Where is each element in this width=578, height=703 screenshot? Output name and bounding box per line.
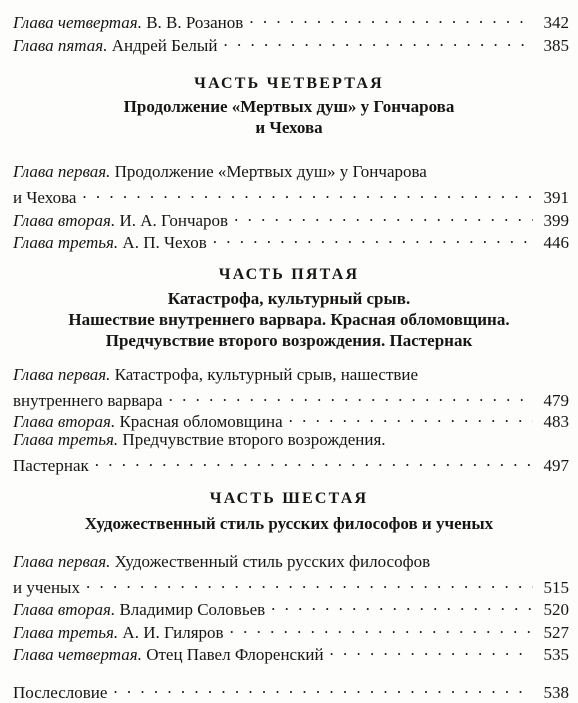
chapter-label: Глава третья.	[13, 430, 119, 449]
leader-dots	[113, 677, 533, 698]
entry-title-cont: и Чехова	[13, 188, 77, 207]
entry-title: Продолжение «Мертвых душ» у Гончарова	[114, 162, 427, 181]
leader-dots	[95, 450, 533, 471]
leader-dots	[169, 385, 533, 406]
part-title-line: Предчувствие второго возрождения. Пастернак	[105, 331, 473, 350]
page-number: 497	[543, 456, 569, 475]
leader-dots	[213, 227, 533, 248]
leader-dots	[82, 182, 533, 203]
page-number: 446	[543, 233, 569, 252]
leader-dots	[271, 594, 533, 615]
page-number: 527	[543, 623, 569, 642]
entry-title: Красная обломовщина	[119, 412, 283, 431]
leader-dots	[86, 572, 533, 593]
part-title-line: Нашествие внутреннего варвара. Красная обломовщина.	[68, 310, 510, 329]
page-number: 385	[543, 36, 569, 55]
leader-dots	[223, 30, 533, 51]
leader-dots	[249, 7, 533, 28]
page-number: 479	[543, 391, 569, 410]
entry-title-cont: и ученых	[13, 578, 80, 597]
entry-title: А. И. Гиляров	[122, 623, 224, 642]
part-title	[0, 513, 578, 534]
toc-entry-afterword	[13, 677, 569, 703]
part-heading: ЧАСТЬ ШЕСТАЯ	[209, 490, 369, 507]
part-title	[0, 96, 578, 138]
chapter-label: Глава первая.	[13, 162, 111, 181]
toc-entry	[13, 161, 569, 208]
toc-entry	[13, 364, 569, 411]
chapter-label: Глава первая.	[13, 552, 111, 571]
page-number: 483	[543, 412, 569, 431]
page-number: 391	[543, 188, 569, 207]
chapter-label: Глава вторая.	[13, 600, 116, 619]
part-title-line: Катастрофа, культурный срыв.	[167, 289, 411, 308]
entry-title: И. А. Гончаров	[119, 211, 229, 230]
page-number: 515	[543, 578, 569, 597]
leader-dots	[230, 617, 533, 638]
chapter-label: Глава третья.	[13, 623, 119, 642]
page-number: 520	[543, 600, 569, 619]
page-number: 342	[543, 13, 569, 32]
part-title-line: Художественный стиль русских философов и ученых	[84, 514, 494, 533]
entry-title: Катастрофа, культурный срыв, нашествие	[114, 365, 419, 384]
entry-title: Андрей Белый	[111, 36, 218, 55]
page-number: 535	[543, 645, 569, 664]
toc-entry	[13, 639, 569, 665]
toc-entry	[13, 551, 569, 598]
chapter-label: Глава четвертая.	[13, 645, 142, 664]
chapter-label: Глава третья.	[13, 233, 119, 252]
entry-title: Владимир Соловьев	[119, 600, 266, 619]
leader-dots	[289, 406, 533, 427]
page-number: 399	[543, 211, 569, 230]
entry-title: Художественный стиль русских философов	[114, 552, 431, 571]
leader-dots	[234, 205, 533, 226]
toc-entry	[13, 227, 569, 253]
toc-entry-bely	[13, 30, 569, 56]
entry-title: А. П. Чехов	[122, 233, 207, 252]
part-heading: ЧАСТЬ ЧЕТВЕРТАЯ	[194, 75, 384, 92]
toc-entry	[13, 429, 569, 476]
part-title-line: Продолжение «Мертвых душ» у Гончарова	[123, 97, 455, 116]
entry-title: Отец Павел Флоренский	[146, 645, 324, 664]
entry-title-cont: Пастернак	[13, 456, 89, 475]
part-heading: ЧАСТЬ ПЯТАЯ	[218, 266, 360, 283]
entry-title: В. В. Розанов	[146, 13, 244, 32]
page-number: 538	[543, 683, 569, 702]
entry-title: Послесловие	[13, 683, 108, 702]
chapter-label: Глава пятая.	[13, 36, 108, 55]
chapter-label: Глава вторая.	[13, 412, 116, 431]
entry-title-cont: внутреннего варвара	[13, 391, 163, 410]
chapter-label: Глава вторая.	[13, 211, 116, 230]
part-title-line: и Чехова	[255, 118, 323, 137]
part-title	[0, 288, 578, 351]
entry-title: Предчувствие второго возрождения.	[122, 430, 386, 449]
chapter-label: Глава первая.	[13, 365, 111, 384]
leader-dots	[330, 639, 533, 660]
chapter-label: Глава четвертая.	[13, 13, 142, 32]
